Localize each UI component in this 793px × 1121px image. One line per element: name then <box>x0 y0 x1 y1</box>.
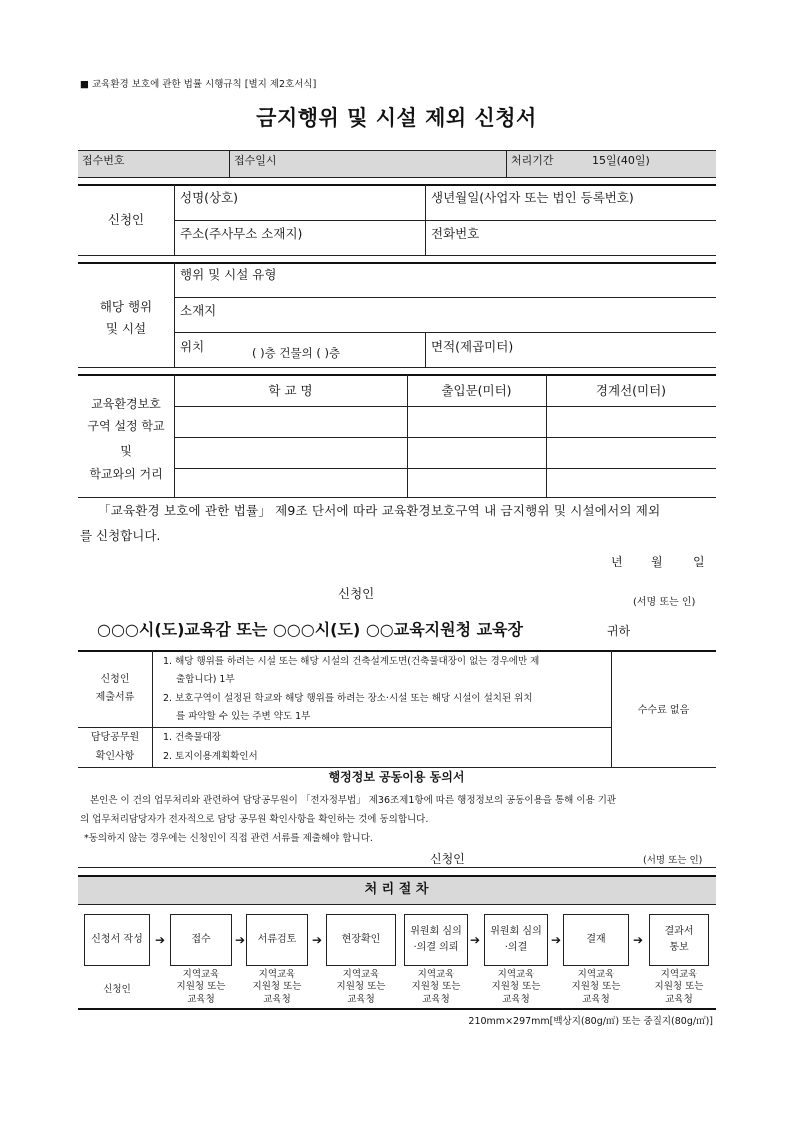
activity-position-label: 위치 <box>180 339 205 354</box>
form-reference-note: ■ 교육환경 보호에 관한 법률 시행규칙 [별지 제2호서식] <box>80 79 317 90</box>
step-application: 신청서 작성 <box>84 914 150 966</box>
step-approval: 결재 <box>563 914 629 966</box>
consent-title: 행정정보 공동이용 동의서 <box>328 770 465 784</box>
step-actor: 지역교육 지원청 또는 교육청 <box>411 969 461 1005</box>
activity-section-label-2: 및 시설 <box>105 321 147 336</box>
page-title: 금지행위 및 시설 제외 신청서 <box>256 106 537 130</box>
applicant-birth-label: 생년월일(사업자 또는 법인 등록번호) <box>431 190 634 205</box>
school-section-label-1: 교육환경보호 <box>91 397 161 411</box>
documents-applicant-label-2: 제출서류 <box>95 692 135 703</box>
school-section-label-2: 구역 설정 학교 <box>87 419 165 433</box>
procedure-title: 처 리 절 차 <box>364 882 429 897</box>
step-actor: 지역교육 지원청 또는 교육청 <box>654 969 704 1005</box>
step-site-inspection: 현장확인 <box>326 914 396 966</box>
application-statement-line-1: 「교육환경 보호에 관한 법률」 제9조 단서에 따라 교육환경보호구역 내 금지행위 및 시설에서의 제외 <box>98 503 661 518</box>
step-committee-request: 위원회 심의 ·의결 의뢰 <box>404 914 468 966</box>
school-name-column-header: 학 교 명 <box>268 383 313 398</box>
date-day-label: 일 <box>693 555 705 569</box>
arrow-right-icon: ➔ <box>470 933 481 947</box>
receipt-date-label: 접수일시 <box>234 154 277 167</box>
required-document-2-line-2: 를 파악할 수 있는 주변 약도 1부 <box>176 711 311 722</box>
arrow-right-icon: ➔ <box>633 933 644 947</box>
signer-label: 신청인 <box>338 586 375 601</box>
step-actor: 지역교육 지원청 또는 교육청 <box>571 969 621 1005</box>
activity-location-label: 소재지 <box>180 303 217 318</box>
step-actor: 지역교육 지원청 또는 교육청 <box>252 969 302 1005</box>
documents-applicant-label-1: 신청인 <box>100 674 130 685</box>
receipt-number-label: 접수번호 <box>82 154 125 167</box>
official-check-item-2: 2. 토지이용계획확인서 <box>163 751 258 762</box>
arrow-right-icon: ➔ <box>312 933 323 947</box>
step-result-notice: 결과서 통보 <box>649 914 709 966</box>
school-section-label-3: 및 <box>120 444 132 458</box>
school-section-label-4: 학교와의 거리 <box>89 467 163 481</box>
activity-type-label: 행위 및 시설 유형 <box>180 267 277 282</box>
arrow-right-icon: ➔ <box>155 933 166 947</box>
step-actor: 지역교육 지원청 또는 교육청 <box>491 969 541 1005</box>
arrow-right-icon: ➔ <box>551 933 562 947</box>
processing-period-value: 15일(40일) <box>592 154 650 167</box>
date-year-label: 년 <box>611 555 623 569</box>
applicant-section-label: 신청인 <box>107 212 145 227</box>
required-document-1-line-2: 출합니다) 1부 <box>176 674 235 685</box>
step-actor: 지역교육 지원청 또는 교육청 <box>176 969 226 1005</box>
consent-text-line-1: 본인은 이 건의 업무처리와 관련하여 담당공무원이 「전자정부법」 제36조제1항에 따른 행정정보의 공동이용을 통해 이용 기관 <box>90 795 617 806</box>
official-check-label-2: 확인사항 <box>95 751 135 762</box>
boundary-distance-column-header: 경계선(미터) <box>595 383 667 398</box>
step-receipt: 접수 <box>170 914 232 966</box>
step-committee-decision: 위원회 심의 ·의결 <box>484 914 548 966</box>
date-month-label: 월 <box>651 555 663 569</box>
activity-area-label: 면적(제곱미터) <box>431 339 514 354</box>
recipient-line: ○○○시(도)교육감 또는 ○○○시(도) ○○교육지원청 교육장 <box>97 620 523 639</box>
consent-text-line-2: 의 업무처리담당자가 전자적으로 담당 공무원 확인사항을 확인하는 것에 동의합니다. <box>80 814 429 825</box>
consent-signature-note: (서명 또는 인) <box>643 855 703 866</box>
fee-text: 수수료 없음 <box>637 705 690 716</box>
applicant-address-label: 주소(주사무소 소재지) <box>180 226 303 241</box>
gate-distance-column-header: 출입문(미터) <box>441 383 512 398</box>
paper-size-footer: 210mm×297mm[백상지(80g/㎡) 또는 중질지(80g/㎡)] <box>468 1016 713 1027</box>
recipient-suffix: 귀하 <box>607 624 631 638</box>
required-document-2-line-1: 2. 보호구역이 설정된 학교와 해당 행위를 하려는 장소·시설 또는 해당 시설이 설치된 위치 <box>163 693 533 704</box>
application-statement-line-2: 를 신청합니다. <box>80 528 161 543</box>
floor-input-text: ( )층 건물의 ( )층 <box>252 346 341 360</box>
applicant-phone-label: 전화번호 <box>431 226 480 241</box>
arrow-right-icon: ➔ <box>235 933 246 947</box>
step-document-review: 서류검토 <box>246 914 308 966</box>
consent-signer-label: 신청인 <box>430 852 465 866</box>
step-actor: 신청인 <box>103 984 131 995</box>
activity-section-label-1: 해당 행위 <box>99 299 153 314</box>
applicant-name-label: 성명(상호) <box>180 190 239 205</box>
step-actor: 지역교육 지원청 또는 교육청 <box>336 969 386 1005</box>
consent-note: *동의하지 않는 경우에는 신청인이 직접 관련 서류를 제출해야 합니다. <box>84 833 373 844</box>
official-check-item-1: 1. 건축물대장 <box>163 732 221 743</box>
processing-period-label: 처리기간 <box>511 154 554 167</box>
required-document-1-line-1: 1. 해당 행위를 하려는 시설 또는 해당 시설의 건축설계도면(건축물대장이 없는 경우에만 제 <box>163 656 540 667</box>
signature-note: (서명 또는 인) <box>633 597 696 608</box>
official-check-label-1: 담당공무원 <box>90 732 140 743</box>
